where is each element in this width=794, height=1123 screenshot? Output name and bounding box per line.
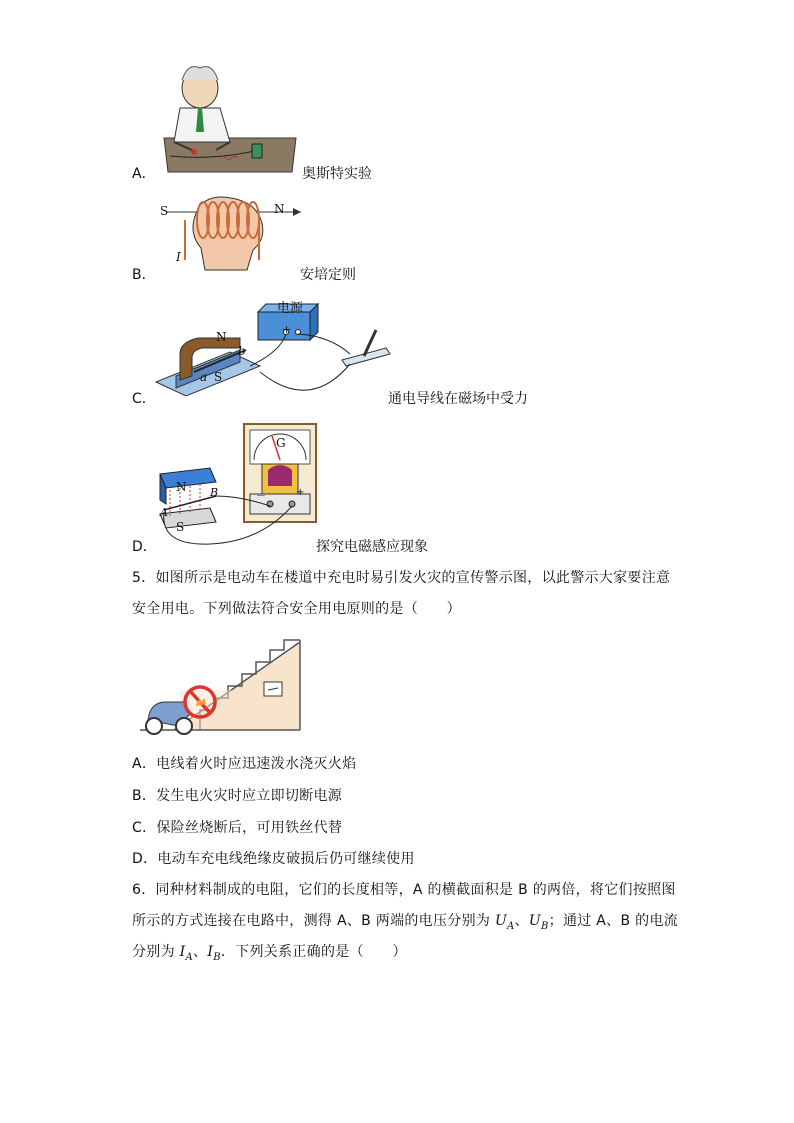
option-b-caption: 安培定则 <box>300 267 356 283</box>
ampere-n-label: N <box>274 202 285 216</box>
ia-subscript: A <box>185 951 194 963</box>
ampere-i-label: I <box>176 250 181 264</box>
option-a-caption: 奥斯特实验 <box>302 166 372 182</box>
q6-line2-text-a: 所示的方式连接在电路中，测得 A、B 两端的电压分别为 <box>132 913 495 929</box>
ampere-s-label: S <box>160 204 169 218</box>
q5-option-d: D．电动车充电线绝缘皮破损后仍可继续使用 <box>132 851 415 867</box>
q5-stem-line1: 5．如图所示是电动车在楼道中充电时易引发火灾的宣传警示图，以此警示大家要注意 <box>132 570 671 586</box>
ua-symbol: U <box>494 913 508 929</box>
galvanometer-g-label: G <box>276 436 286 450</box>
induction-b-label: B <box>210 486 219 499</box>
q5-option-c: C．保险丝烧断后，可用铁丝代替 <box>132 820 343 836</box>
option-c-caption: 通电导线在磁场中受力 <box>388 391 528 407</box>
q6-line3-text-a: 分别为 <box>132 944 180 960</box>
wire-b-label: b <box>238 344 246 358</box>
q6-stem-line1: 6．同种材料制成的电阻，它们的长度相等，A 的横截面积是 B 的两倍，将它们按照图 <box>132 882 676 898</box>
power-plus-label: + <box>282 323 292 336</box>
induction-s-label: S <box>176 520 185 534</box>
ib-subscript: B <box>213 951 221 963</box>
q5-option-b: B．发生电火灾时应立即切断电源 <box>132 788 343 804</box>
option-c-letter: C． <box>132 391 156 407</box>
option-d-caption: 探究电磁感应现象 <box>316 539 428 555</box>
ia-symbol: I <box>179 944 186 960</box>
option-d-letter: D． <box>132 539 157 555</box>
magnet-s-label: S <box>214 370 223 384</box>
galvanometer-plus-label: + <box>296 487 305 498</box>
q5-option-a: A．电线着火时应迅速泼水浇灭火焰 <box>132 756 357 772</box>
q6-line3-text-b: ．下列关系正确的是（ ） <box>220 944 407 960</box>
wire-in-field-figure <box>150 292 390 402</box>
ub-symbol: U <box>528 913 541 929</box>
galvanometer-minus-label: － <box>256 491 266 502</box>
q6-line2-text-b: ；通过 A、B 的电流 <box>548 913 679 929</box>
wire-a-label: a <box>200 370 208 384</box>
option-a-letter: A． <box>132 166 156 182</box>
ib-symbol: I <box>207 944 214 960</box>
magnet-n-label: N <box>216 330 227 344</box>
induction-a-label: A <box>160 506 168 519</box>
q6-sep1: 、 <box>514 913 529 929</box>
ua-subscript: A <box>507 920 515 932</box>
option-b-letter: B． <box>132 267 156 283</box>
q6-stem-line2 <box>132 910 678 932</box>
ebike-fire-warning-figure <box>140 630 302 738</box>
oersted-experiment-figure <box>160 60 300 178</box>
ub-subscript: B <box>541 920 549 932</box>
induction-n-label: N <box>176 480 187 494</box>
q6-sep2: 、 <box>193 944 208 960</box>
q6-stem-line3 <box>132 941 407 963</box>
q5-stem-line2: 安全用电。下列做法符合安全用电原则的是（ ） <box>132 601 461 617</box>
power-supply-label: 电源 <box>277 301 304 316</box>
